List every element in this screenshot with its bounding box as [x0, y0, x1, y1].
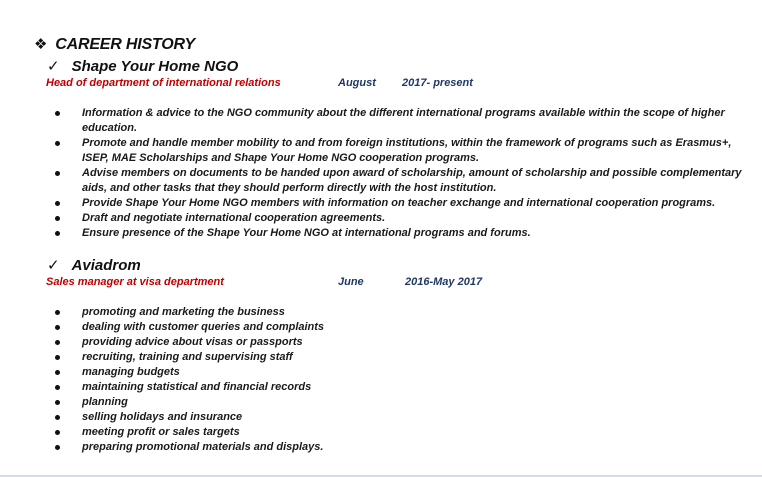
organization-name: Shape Your Home NGO — [71, 58, 239, 75]
duty-item: Advise members on documents to be handed upon award of scholarship, amount of scholarship and possible complementary aids, and other tasks that they should perform directly with the host institution. — [55, 166, 745, 196]
duty-item: Promote and handle member mobility to and from foreign institutions, within the framework of programs such as Erasmus+, ISEP, MAE Scholarships and Shape Your Home NGO cooperation programs. — [55, 136, 745, 166]
job-period: 2017- present — [402, 77, 473, 89]
checkmark-icon: ✓ — [47, 257, 60, 274]
duty-item: Ensure presence of the Shape Your Home NGO at international programs and forums. — [55, 226, 745, 241]
job-duties-list — [55, 305, 735, 455]
section-heading — [34, 35, 195, 54]
job-role: Sales manager at visa department — [46, 276, 224, 288]
duty-item: Provide Shape Your Home NGO members with information on teacher exchange and international cooperation programs. — [55, 196, 745, 211]
duty-item: Information & advice to the NGO community about the different international programs available within the scope of higher education. — [55, 106, 745, 136]
duty-item: selling holidays and insurance — [55, 410, 735, 425]
job-role: Head of department of international relations — [46, 77, 281, 89]
duty-item: providing advice about visas or passports — [55, 335, 735, 350]
duty-item: Draft and negotiate international cooperation agreements. — [55, 211, 745, 226]
duty-item: promoting and marketing the business — [55, 305, 735, 320]
job-organization — [47, 57, 238, 75]
duty-item: managing budgets — [55, 365, 735, 380]
job-period: 2016-May 2017 — [405, 276, 483, 288]
duty-item: dealing with customer queries and complaints — [55, 320, 735, 335]
duty-item: preparing promotional materials and displays. — [55, 440, 735, 455]
job-duties-list — [55, 106, 745, 241]
duty-item: planning — [55, 395, 735, 410]
duty-item: maintaining statistical and financial records — [55, 380, 735, 395]
section-title: CAREER HISTORY — [55, 36, 195, 53]
checkmark-icon: ✓ — [47, 58, 60, 75]
organization-name: Aviadrom — [71, 257, 141, 274]
job-start-month: June — [338, 276, 364, 288]
diamond-bullet-icon: ❖ — [34, 36, 48, 53]
job-organization — [47, 256, 141, 274]
duty-item: recruiting, training and supervising staff — [55, 350, 735, 365]
duty-item: meeting profit or sales targets — [55, 425, 735, 440]
job-start-month: August — [338, 77, 376, 89]
